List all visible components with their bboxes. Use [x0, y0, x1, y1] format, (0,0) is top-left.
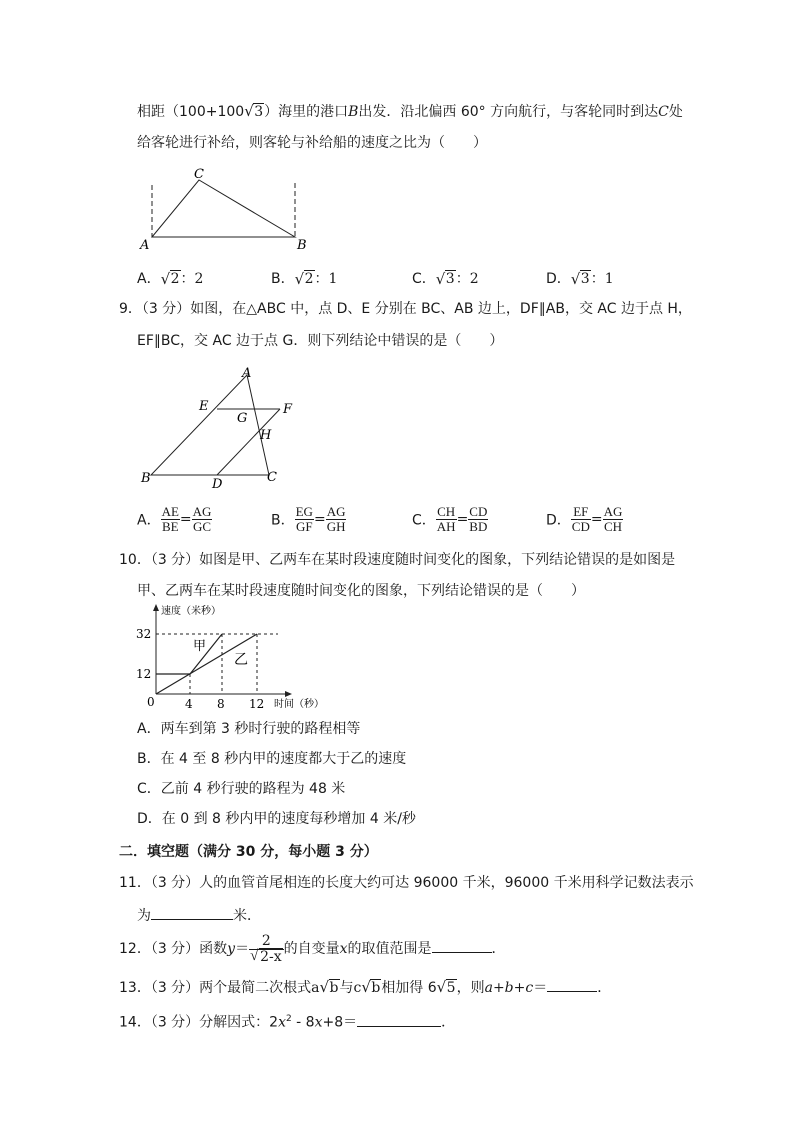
q10-option-d[interactable]: D．在 0 到 8 秒内甲的速度每秒增加 4 米/秒 — [137, 811, 416, 827]
ytick-12: 12 — [136, 667, 152, 681]
label-yi: 乙 — [234, 652, 248, 668]
q9-line2: EF∥BC，交 AC 边于点 G．则下列结论中错误的是（ ） — [137, 333, 504, 349]
q10-line2: 甲、乙两车在某时段速度随时间变化的图象，下列结论错误的是（ ） — [137, 583, 585, 599]
q10-option-c[interactable]: C．乙前 4 秒行驶的路程为 48 米 — [137, 781, 346, 797]
q8-figure — [135, 165, 315, 255]
xtick-12: 12 — [249, 697, 265, 711]
q9-figure — [135, 365, 315, 490]
answer-blank-13[interactable] — [547, 976, 597, 992]
label-A: A — [242, 366, 252, 381]
label-C: C — [267, 470, 277, 485]
q10-line1: 10．（3 分）如图是甲、乙两车在某时段速度随时间变化的图象，下列结论错误的是如图是 — [119, 552, 676, 568]
series-jia — [156, 634, 222, 674]
graph-ylabel: 速度（米秒） — [161, 606, 221, 617]
q10-option-a[interactable]: A．两车到第 3 秒时行驶的路程相等 — [137, 721, 361, 737]
q12-line: 12．（3 分）函数y＝ 2 √ 2-x 的自变量x的取值范围是 ． — [119, 932, 506, 965]
ytick-32: 32 — [136, 627, 152, 641]
q8-option-b[interactable]: B． √ 2：1 — [271, 270, 338, 288]
label-E: E — [199, 399, 209, 414]
label-C: C — [194, 167, 204, 182]
q9-option-c[interactable]: C． $\frac{CH}{AH}$ = $\frac{CD}{BD}$ — [412, 504, 488, 534]
q9-option-a[interactable]: A． $\frac{AE}{BE}$ = $\frac{AG}{GC}$ — [137, 504, 212, 534]
label-F: F — [283, 402, 293, 417]
q8-option-a[interactable]: A． √ 2：2 — [137, 270, 204, 288]
label-A: A — [140, 238, 150, 253]
xtick-8: 8 — [217, 697, 225, 711]
q9-option-d[interactable]: D． $\frac{EF}{CD}$ = $\frac{AG}{CH}$ — [546, 504, 623, 534]
label-B: B — [297, 238, 307, 253]
section-heading: 二．填空题（满分 30 分，每小题 3 分） — [119, 844, 378, 860]
graph-xlabel: 时间（秒） — [274, 699, 324, 710]
label-B: B — [141, 471, 151, 486]
q11-line2: 为 米． — [137, 904, 261, 926]
answer-blank-11[interactable] — [151, 904, 233, 920]
answer-blank-12[interactable] — [432, 937, 492, 953]
q13-line: 13．（3 分）两个最简二次根式a √ b与c √ b相加得 6 √ 5，则a+b+c＝ ． — [119, 978, 612, 996]
label-jia: 甲 — [193, 639, 207, 654]
q8-option-d[interactable]: D． √ 3：1 — [546, 270, 614, 288]
answer-blank-14[interactable] — [357, 1011, 441, 1027]
label-G: G — [237, 411, 248, 426]
q8-line2: 给客轮进行补给，则客轮与补给船的速度之比为（ ） — [137, 135, 487, 151]
label-D: D — [212, 477, 223, 490]
q10-option-b[interactable]: B．在 4 至 8 秒内甲的速度都大于乙的速度 — [137, 751, 407, 767]
q8-option-c[interactable]: C． √ 3：2 — [412, 270, 479, 288]
sqrt-3: √ 3 — [244, 102, 264, 120]
xtick-4: 4 — [185, 697, 193, 711]
q14-line: 14．（3 分）分解因式：$2x^2 - 8x+8=$ ． — [119, 1009, 455, 1033]
origin-label: 0 — [147, 695, 155, 709]
label-H: H — [260, 428, 272, 443]
q11-line1: 11．（3 分）人的血管首尾相连的长度大约可达 96000 千米，96000 千米用科学记数法表示 — [119, 875, 694, 891]
q9-line1: 9．（3 分）如图，在△ABC 中，点 D、E 分别在 BC、AB 边上，DF∥AB，交 AC 边于点 H， — [119, 301, 692, 317]
q8-line1: 相距（100+100 √ 3）海里的港口B出发．沿北偏西 60° 方向航行，与客轮同时到达C处 — [137, 102, 683, 120]
q9-option-b[interactable]: B． $\frac{EG}{GF}$ = $\frac{AG}{GH}$ — [271, 504, 346, 534]
q8-text: 相距（100+100 — [137, 104, 245, 120]
q10-graph — [130, 602, 340, 714]
